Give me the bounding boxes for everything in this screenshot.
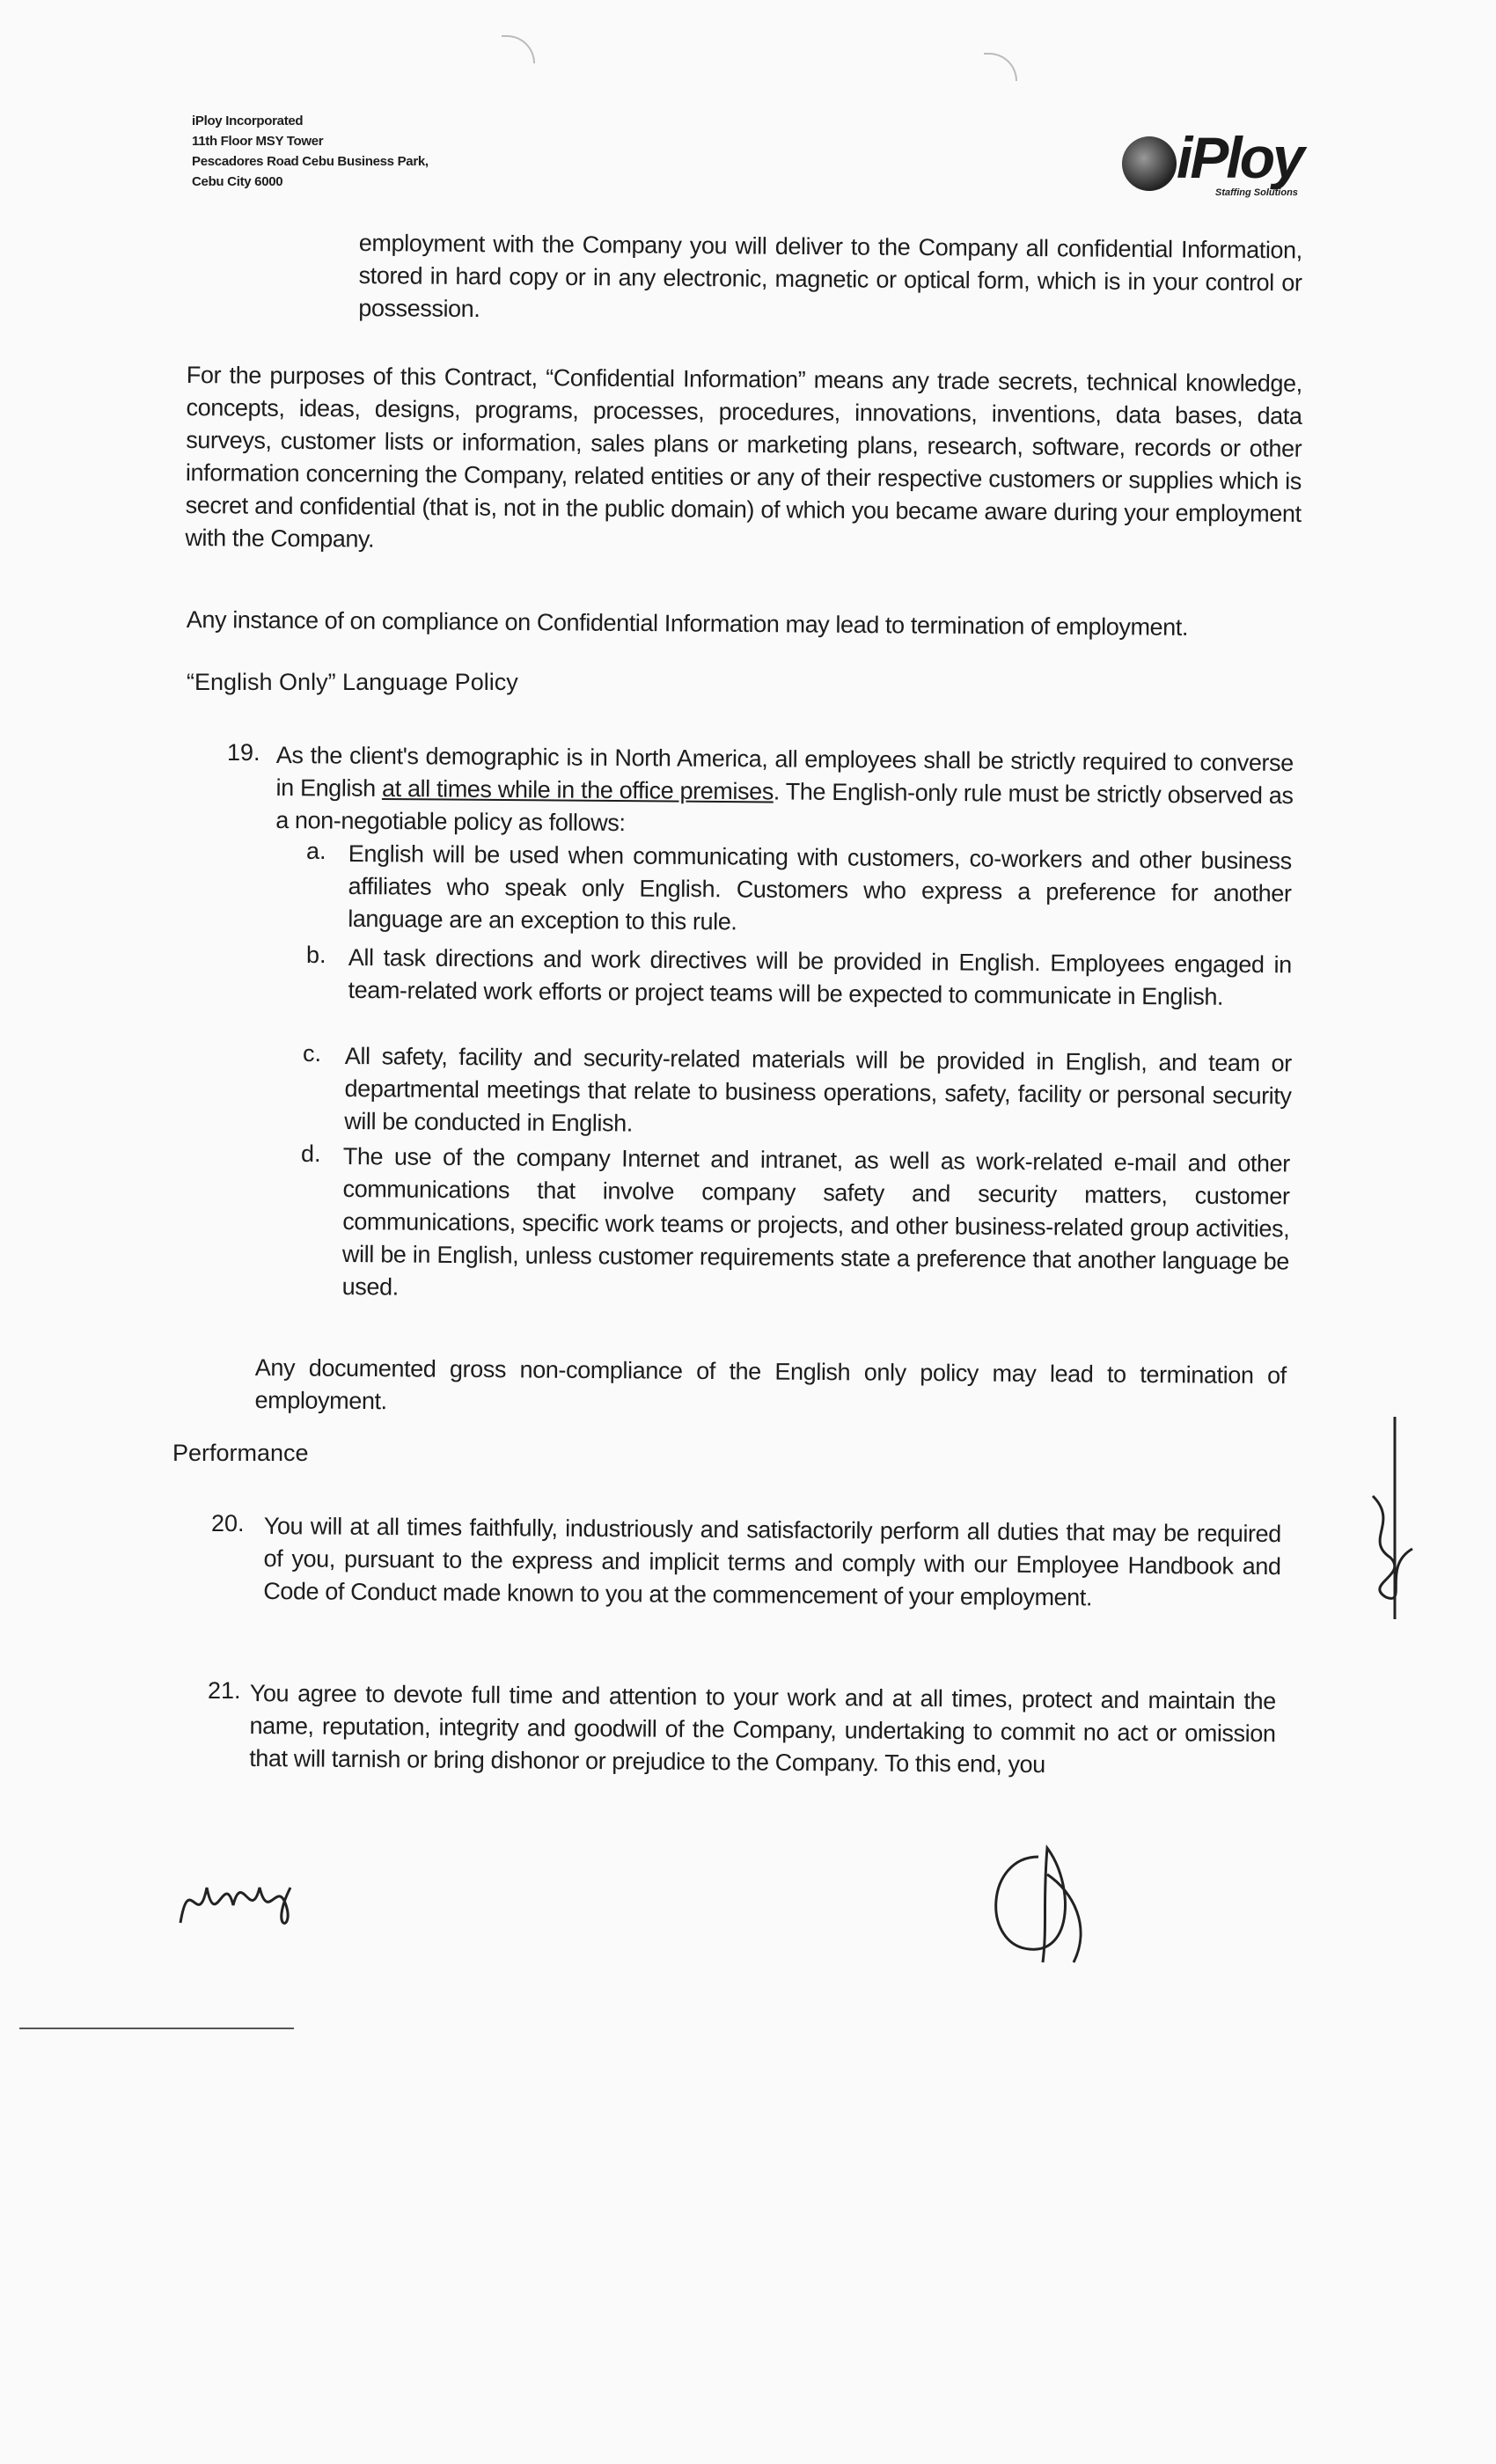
signature [977,1839,1135,1971]
letterhead-address [192,111,429,192]
clause-19-text [275,739,1294,845]
clause-number: 21. [208,1677,241,1704]
heading-english-only: “English Only” Language Policy [187,669,518,695]
punch-hole-mark [502,35,535,63]
logo-wordmark: iPloy [1177,125,1302,190]
english-policy-closing: Any documented gross non-compliance of the English only policy may lead to termination of employment. [254,1353,1287,1415]
clause-20-text: You will at all times faithfully, industriously and satisfactorily perform all duties that may be required of you, pursuant to the express and implicit terms and comply with our Employee Handbook and Code of Conduct made known to you at the commencement of your employment. [263,1512,1281,1611]
underlined-text: at all times while in the office premises [381,774,774,805]
punch-hole-mark [984,53,1017,81]
item-label: c. [303,1040,322,1067]
item-label: b. [306,942,326,968]
list-item: English will be used when communicating with customers, co-workers and other business affiliates who speak only English. Customers who express a preference for another language are an exception to this rule. [348,840,1292,935]
list-item: All safety, facility and security-related materials will be provided in English, and team or departmental meetings that relate to business operations, safety, facility or personal security will be conducted in English. [344,1042,1292,1137]
logo-tagline: Staffing Solutions [1215,187,1298,198]
margin-signature [1346,1408,1443,1628]
item-label: a. [306,838,326,864]
item-label: d. [301,1140,321,1167]
list-item: All task directions and work directives will be provided in English. Employees engaged in team-related work efforts or project teams will be expected to communicate in English. [348,943,1292,1010]
initials-signature [172,1852,312,1949]
clause-number: 20. [211,1510,245,1536]
clause-text: . The English-only rule must be strictly observed as a non-negotiable policy as follows: [275,778,1294,837]
company-logo [1122,125,1351,211]
paragraph-confidential-definition: For the purposes of this Contract, “Confidential Information” means any trade secrets, technical knowledge, concepts, ideas, designs, programs, processes, procedures, innovations, inventions, data bases, data surveys, customer lists or information, sales plans or marketing plans, research, software, records or other information concerning the Company, related entities or any of their respective customers or supplies which is secret and confidential (that is, not in the public domain) of which you became aware during your employment with the Company. [185,361,1302,553]
horizontal-rule [19,2028,294,2029]
globe-icon [1122,136,1177,191]
address-line: 11th Floor MSY Tower [192,134,324,149]
clause-text: As the client's demographic is in North America, all employees shall be strictly required to converse in English [275,741,1294,802]
address-line: iPloy Incorporated [192,114,304,128]
list-item: The use of the company Internet and intranet, as well as work-related e-mail and other communications that involve company safety and security matters, customer communications, specific work teams or projects, and other business-related group activities, will be in English, unless customer requirements state a preference that another language be used. [341,1142,1290,1301]
paragraph-noncompliance: Any instance of on compliance on Confidential Information may lead to termination of employment. [186,605,1189,641]
heading-performance: Performance [172,1440,309,1466]
address-line: Pescadores Road Cebu Business Park, [192,154,429,169]
clause-number: 19. [227,739,260,766]
paragraph-continued: employment with the Company you will deliver to the Company all confidential Information, stored in hard copy or in any electronic, magnetic or optical form, which is in your control or possession. [358,229,1302,323]
clause-21-text: You agree to devote full time and attention to your work and at all times, protect and maintain the name, reputation, integrity and goodwill of the Company, undertaking to commit no act or omission that will tarnish or bring dishonor or prejudice to the Company. To this end, you [249,1679,1276,1778]
address-line: Cebu City 6000 [192,174,283,189]
